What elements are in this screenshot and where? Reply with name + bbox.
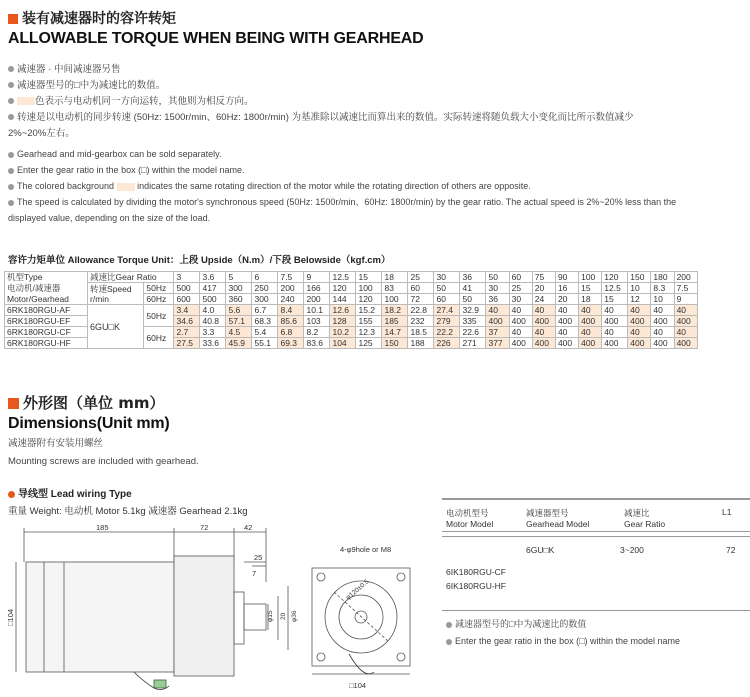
section-title-cn: 装有减速器时的容许转矩 xyxy=(8,8,176,28)
square-bullet-icon xyxy=(8,398,19,409)
torque-cell: 85.6 xyxy=(278,316,304,327)
torque-cell: 103 xyxy=(304,316,330,327)
torque-cell: 22.2 xyxy=(434,327,460,338)
note-item: displayed value, depending on the size of the load. xyxy=(8,213,211,223)
torque-cell: 400 xyxy=(486,316,509,327)
torque-cell: 40 xyxy=(579,327,602,338)
bullet-icon xyxy=(8,114,14,120)
torque-cell: 40 xyxy=(486,305,509,316)
torque-cell: 4.5 xyxy=(226,327,252,338)
col-motor-model: 电动机型号 Motor Model xyxy=(446,508,494,529)
dim-phi15: φ15 xyxy=(267,610,274,622)
dimensions-note-cn: 减速器附有安装用螺丝 xyxy=(8,438,104,449)
torque-cell: 400 xyxy=(532,316,555,327)
header-motor: 电动机/减速器 xyxy=(5,283,88,294)
table-bottom-rule xyxy=(442,610,750,611)
ratio-cell: 3 xyxy=(174,272,200,283)
list-item: 6IK180RGU-CF xyxy=(446,567,506,577)
note-item: 色表示与电动机同一方向运转，其他则为相反方向。 xyxy=(8,94,743,110)
torque-cell: 400 xyxy=(628,338,651,349)
model-cell: 6RK180RGU-EF xyxy=(5,316,88,327)
torque-cell: 40 xyxy=(628,327,651,338)
torque-unit-title: 容许力矩单位 Allowance Torque Unit：上段 Upside（N.m）/下段 Belowside（kgf.cm） xyxy=(8,255,391,266)
hz-60: 60Hz xyxy=(144,294,174,305)
speed50-cell: 417 xyxy=(200,283,226,294)
torque-cell: 27.5 xyxy=(174,338,200,349)
header-ratio: 减速比Gear Ratio xyxy=(88,272,174,283)
speed50-cell: 25 xyxy=(509,283,532,294)
dimension-drawing xyxy=(4,522,414,694)
torque-table xyxy=(4,271,698,349)
ratio-cell: 60 xyxy=(509,272,532,283)
model-note-en: Enter the gear ratio in the box (□) within the model name xyxy=(446,633,680,649)
speed60-cell: 240 xyxy=(278,294,304,305)
speed60-cell: 15 xyxy=(602,294,628,305)
ratio-cell: 100 xyxy=(579,272,602,283)
dim-phi36: φ36 xyxy=(291,610,298,622)
torque-cell: 10.1 xyxy=(304,305,330,316)
torque-cell: 8.4 xyxy=(278,305,304,316)
torque-cell: 34.6 xyxy=(174,316,200,327)
bullet-icon xyxy=(8,200,14,206)
speed60-cell: 200 xyxy=(304,294,330,305)
torque-cell: 8.2 xyxy=(304,327,330,338)
torque-cell: 40 xyxy=(532,327,555,338)
torque-cell: 232 xyxy=(408,316,434,327)
torque-cell: 40 xyxy=(555,327,578,338)
speed60-cell: 360 xyxy=(226,294,252,305)
dim-holes: 4-φ9hole or M8 xyxy=(340,545,392,554)
bullet-icon xyxy=(446,639,452,645)
hz-50: 50Hz xyxy=(144,283,174,294)
table-top-rule xyxy=(442,498,750,500)
torque-cell: 57.1 xyxy=(226,316,252,327)
ratio-cell: 6 xyxy=(252,272,278,283)
torque-cell: 69.3 xyxy=(278,338,304,349)
speed50-cell: 60 xyxy=(408,283,434,294)
note-item: The speed is calculated by dividing the motor's synchronous speed (50Hz: 1500r/min、60Hz: 1800r/min) by the gear ratio. The actual speed is 2%~20% less than the xyxy=(8,194,746,210)
dimensions-title-en: Dimensions(Unit mm) xyxy=(8,415,170,432)
dim-104-left: □104 xyxy=(6,608,15,626)
speed60-cell: 144 xyxy=(330,294,356,305)
speed50-cell: 7.5 xyxy=(674,283,697,294)
ratio-cell: 200 xyxy=(674,272,697,283)
torque-cell: 400 xyxy=(651,316,674,327)
header-model: 机型Type xyxy=(5,272,88,283)
speed50-cell: 500 xyxy=(174,283,200,294)
ratio-cell: 7.5 xyxy=(278,272,304,283)
torque-cell: 400 xyxy=(602,338,628,349)
l1-value: 72 xyxy=(726,545,736,555)
torque-cell: 185 xyxy=(382,316,408,327)
bullet-icon xyxy=(8,168,14,174)
speed50-cell: 16 xyxy=(555,283,578,294)
ratio-cell: 25 xyxy=(408,272,434,283)
speed60-cell: 30 xyxy=(509,294,532,305)
model-table xyxy=(442,505,750,532)
torque-cell: 12.6 xyxy=(330,305,356,316)
note-item: 减速器 · 中间减速器另售 xyxy=(8,62,743,78)
notes-en xyxy=(8,146,746,226)
table-row xyxy=(5,305,698,316)
torque-cell: 279 xyxy=(434,316,460,327)
torque-cell: 400 xyxy=(579,316,602,327)
torque-cell: 22.8 xyxy=(408,305,434,316)
dim-20: 20 xyxy=(280,612,287,620)
torque-cell: 40 xyxy=(509,327,532,338)
header-speed: 转速Speed r/min xyxy=(88,283,144,305)
speed50-cell: 30 xyxy=(486,283,509,294)
ratio-cell: 180 xyxy=(651,272,674,283)
speed50-cell: 10 xyxy=(628,283,651,294)
table-row xyxy=(442,505,750,532)
ratio-cell: 36 xyxy=(460,272,486,283)
torque-cell: 5.6 xyxy=(226,305,252,316)
torque-cell: 400 xyxy=(602,316,628,327)
color-swatch xyxy=(17,97,35,105)
gearhead-cell: 6GU□K xyxy=(88,305,144,349)
note-item: The colored background indicates the same rotating direction of the motor while the rotating direction of others are opposite. xyxy=(8,178,746,194)
speed60-cell: 50 xyxy=(460,294,486,305)
hz-50-row: 50Hz xyxy=(144,305,174,327)
hz-60-row: 60Hz xyxy=(144,327,174,349)
col-l1: L1 xyxy=(722,507,732,517)
note-item: 减速器型号的□中为减速比的数值。 xyxy=(8,78,743,94)
dim-185: 185 xyxy=(96,523,109,532)
speed50-cell: 200 xyxy=(278,283,304,294)
ratio-cell: 3.6 xyxy=(200,272,226,283)
torque-cell: 400 xyxy=(509,316,532,327)
ratio-cell: 90 xyxy=(555,272,578,283)
torque-cell: 83.6 xyxy=(304,338,330,349)
dim-42: 42 xyxy=(244,523,253,532)
speed50-cell: 83 xyxy=(382,283,408,294)
torque-cell: 40 xyxy=(509,305,532,316)
dot-bullet-icon xyxy=(8,491,15,498)
note-item: 转速是以电动机的同步转速 (50Hz: 1500r/min、60Hz: 1800r/min) 为基准除以减速比而算出来的数值。实际转速将随负载大小变化而比所示数值减少 xyxy=(8,110,743,126)
speed50-cell: 20 xyxy=(532,283,555,294)
ratio-cell: 18 xyxy=(382,272,408,283)
torque-cell: 40 xyxy=(651,327,674,338)
ratio-cell: 15 xyxy=(356,272,382,283)
torque-cell: 3.4 xyxy=(174,305,200,316)
torque-cell: 2.7 xyxy=(174,327,200,338)
torque-cell: 40 xyxy=(555,305,578,316)
torque-cell: 45.9 xyxy=(226,338,252,349)
square-bullet-icon xyxy=(8,14,18,24)
speed60-cell: 300 xyxy=(252,294,278,305)
torque-cell: 40 xyxy=(602,305,628,316)
ratio-cell: 120 xyxy=(602,272,628,283)
torque-cell: 125 xyxy=(356,338,382,349)
speed60-cell: 18 xyxy=(579,294,602,305)
torque-cell: 128 xyxy=(330,316,356,327)
col-gearhead-model: 减速器型号 Gearhead Model xyxy=(526,508,590,529)
note-item: Enter the gear ratio in the box (□) within the model name. xyxy=(8,162,746,178)
speed60-cell: 36 xyxy=(486,294,509,305)
speed50-cell: 12.5 xyxy=(602,283,628,294)
bullet-icon xyxy=(8,66,14,72)
list-item: 6IK180RGU-HF xyxy=(446,581,506,591)
torque-cell: 4.0 xyxy=(200,305,226,316)
ratio-cell: 9 xyxy=(304,272,330,283)
color-swatch xyxy=(117,183,135,191)
torque-cell: 14.7 xyxy=(382,327,408,338)
notes-cn xyxy=(8,62,743,142)
torque-cell: 40 xyxy=(579,305,602,316)
section-title-en: ALLOWABLE TORQUE WHEN BEING WITH GEARHEAD xyxy=(8,30,424,47)
torque-cell: 40 xyxy=(674,305,697,316)
torque-cell: 33.6 xyxy=(200,338,226,349)
torque-cell: 400 xyxy=(674,338,697,349)
weight-text: 重量 Weight: 电动机 Motor 5.1kg 减速器 Gearhead 2.1kg xyxy=(8,506,248,517)
ratio-cell: 150 xyxy=(628,272,651,283)
dim-pcd: φ120±0.5 xyxy=(344,578,371,602)
torque-cell: 6.8 xyxy=(278,327,304,338)
torque-cell: 150 xyxy=(382,338,408,349)
dim-72: 72 xyxy=(200,523,209,532)
torque-cell: 155 xyxy=(356,316,382,327)
bullet-icon xyxy=(8,98,14,104)
torque-cell: 400 xyxy=(628,316,651,327)
torque-cell: 335 xyxy=(460,316,486,327)
speed50-cell: 8.3 xyxy=(651,283,674,294)
torque-cell: 37 xyxy=(486,327,509,338)
torque-cell: 400 xyxy=(674,316,697,327)
ratio-cell: 5 xyxy=(226,272,252,283)
ratio-cell: 50 xyxy=(486,272,509,283)
torque-cell: 40 xyxy=(602,327,628,338)
torque-cell: 40.8 xyxy=(200,316,226,327)
dimensions-note-en: Mounting screws are included with gearhead. xyxy=(8,456,199,467)
speed60-cell: 10 xyxy=(651,294,674,305)
torque-cell: 10.2 xyxy=(330,327,356,338)
torque-cell: 400 xyxy=(651,338,674,349)
speed50-cell: 100 xyxy=(356,283,382,294)
bullet-icon xyxy=(8,152,14,158)
torque-cell: 40 xyxy=(651,305,674,316)
speed60-cell: 60 xyxy=(434,294,460,305)
speed50-cell: 15 xyxy=(579,283,602,294)
torque-cell: 400 xyxy=(532,338,555,349)
speed50-cell: 50 xyxy=(434,283,460,294)
torque-cell: 68.3 xyxy=(252,316,278,327)
note-item: 2%~20%左右。 xyxy=(8,128,75,139)
torque-cell: 22.6 xyxy=(460,327,486,338)
table-header-rule xyxy=(442,536,750,537)
ratio-cell: 30 xyxy=(434,272,460,283)
motor-list xyxy=(446,565,506,593)
speed50-cell: 41 xyxy=(460,283,486,294)
torque-cell: 40 xyxy=(628,305,651,316)
bullet-icon xyxy=(446,622,452,628)
torque-cell: 104 xyxy=(330,338,356,349)
torque-cell: 18.5 xyxy=(408,327,434,338)
torque-cell: 226 xyxy=(434,338,460,349)
ratio-cell: 12.5 xyxy=(330,272,356,283)
torque-cell: 5.4 xyxy=(252,327,278,338)
torque-cell: 400 xyxy=(555,338,578,349)
torque-cell: 18.2 xyxy=(382,305,408,316)
model-cell: 6RK180RGU-HF xyxy=(5,338,88,349)
model-note-cn: 减速器型号的□中为减速比的数值 xyxy=(446,616,586,632)
ratio-cell: 75 xyxy=(532,272,555,283)
table-row xyxy=(5,283,698,294)
speed60-cell: 72 xyxy=(408,294,434,305)
gearhead-value: 6GU□K xyxy=(526,545,555,555)
speed50-cell: 300 xyxy=(226,283,252,294)
lead-wiring-title: 导线型 Lead wiring Type xyxy=(8,485,132,500)
torque-cell: 400 xyxy=(555,316,578,327)
torque-cell: 6.7 xyxy=(252,305,278,316)
dimensions-title-cn: 外形图（单位 mm） xyxy=(8,392,164,413)
torque-cell: 27.4 xyxy=(434,305,460,316)
dim-7: 7 xyxy=(252,569,257,578)
speed60-cell: 12 xyxy=(628,294,651,305)
speed50-cell: 250 xyxy=(252,283,278,294)
note-item: Gearhead and mid-gearbox can be sold separately. xyxy=(8,146,746,162)
torque-cell: 271 xyxy=(460,338,486,349)
bullet-icon xyxy=(8,82,14,88)
torque-cell: 188 xyxy=(408,338,434,349)
torque-cell: 40 xyxy=(532,305,555,316)
model-cell: 6RK180RGU-AF xyxy=(5,305,88,316)
torque-cell: 15.2 xyxy=(356,305,382,316)
speed50-cell: 166 xyxy=(304,283,330,294)
speed50-cell: 120 xyxy=(330,283,356,294)
bullet-icon xyxy=(8,184,14,190)
header-motor-en: Motor/Gearhead xyxy=(5,294,88,305)
speed60-cell: 100 xyxy=(382,294,408,305)
torque-cell: 400 xyxy=(509,338,532,349)
torque-cell: 12.3 xyxy=(356,327,382,338)
model-cell: 6RK180RGU-CF xyxy=(5,327,88,338)
speed60-cell: 24 xyxy=(532,294,555,305)
table-row xyxy=(5,272,698,283)
torque-cell: 3.3 xyxy=(200,327,226,338)
torque-cell: 40 xyxy=(674,327,697,338)
ratio-value: 3~200 xyxy=(620,545,644,555)
torque-cell: 32.9 xyxy=(460,305,486,316)
col-gear-ratio: 减速比 Gear Ratio xyxy=(624,508,666,529)
torque-cell: 400 xyxy=(579,338,602,349)
speed60-cell: 120 xyxy=(356,294,382,305)
speed60-cell: 500 xyxy=(200,294,226,305)
dim-104-bottom: □104 xyxy=(349,681,367,690)
torque-cell: 55.1 xyxy=(252,338,278,349)
speed60-cell: 600 xyxy=(174,294,200,305)
speed60-cell: 20 xyxy=(555,294,578,305)
torque-cell: 377 xyxy=(486,338,509,349)
dim-25: 25 xyxy=(254,553,263,562)
speed60-cell: 9 xyxy=(674,294,697,305)
